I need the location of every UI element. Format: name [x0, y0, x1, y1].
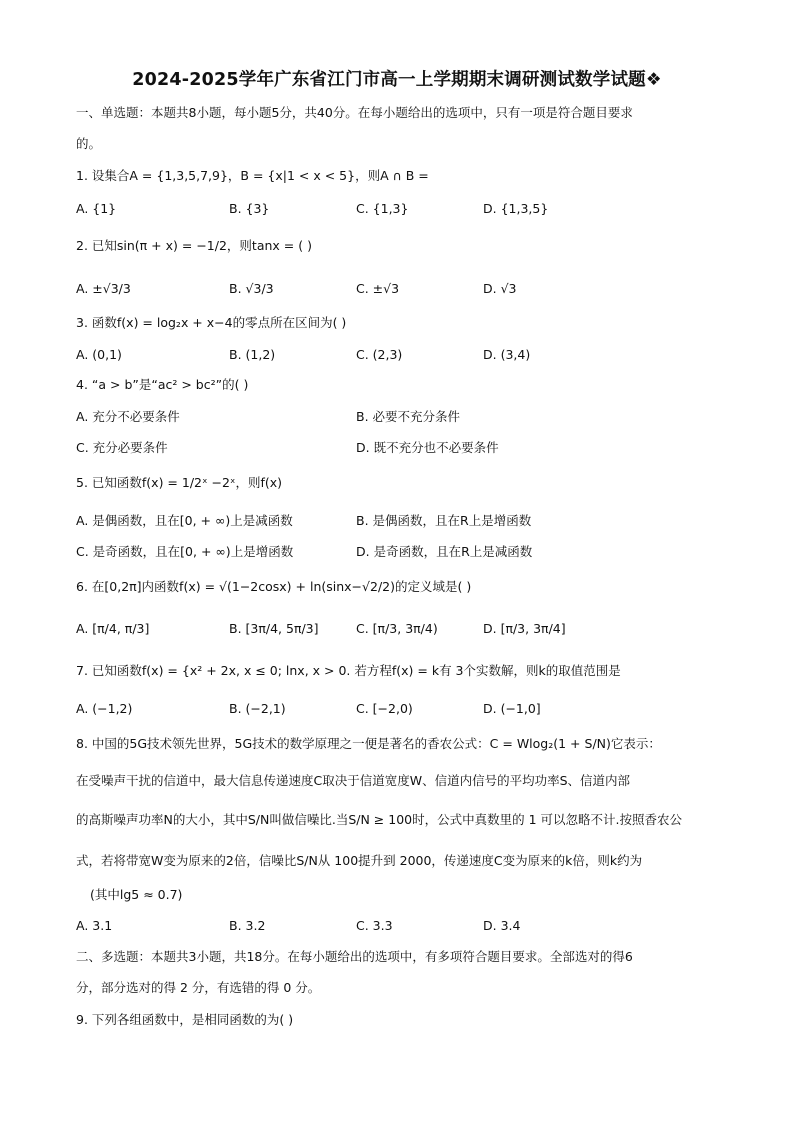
q4-option-b: B. 必要不充分条件 [356, 409, 461, 424]
section2-heading-line1: 二、多选题：本题共3小题，共18分。在每小题给出的选项中，有多项符合题目要求。全部选对的得6 [76, 949, 633, 964]
q3-option-b: B. (1,2) [229, 347, 276, 362]
question-8-stem-line2: 在受噪声干扰的信道中，最大信息传递速度C取决于信道宽度W、信道内信号的平均功率S、信道内部 [76, 773, 631, 788]
section1-heading-line2: 的。 [76, 136, 102, 151]
q2-option-a: A. ±√3/3 [76, 281, 131, 296]
q5-option-a: A. 是偶函数，且在[0, + ∞)上是减函数 [76, 513, 293, 528]
q3-option-c: C. (2,3) [356, 347, 403, 362]
section2-heading-line2: 分，部分选对的得 2 分，有选错的得 0 分。 [76, 980, 321, 995]
question-6-stem: 6. 在[0,2π]内函数f(x) = √(1−2cosx) + ln(sinx−√2/2)的定义域是( ) [76, 579, 472, 594]
q6-option-d: D. [π/3, 3π/4] [483, 621, 566, 636]
q5-option-d: D. 是奇函数，且在R上是减函数 [356, 544, 533, 559]
question-3-stem: 3. 函数f(x) = log₂x + x−4的零点所在区间为( ) [76, 315, 347, 330]
q7-option-c: C. [−2,0) [356, 701, 413, 716]
q8-option-d: D. 3.4 [483, 918, 521, 933]
q4-option-c: C. 充分必要条件 [76, 440, 168, 455]
question-8-stem-line4: 式，若将带宽W变为原来的2倍，信噪比S/N从 100提升到 2000，传递速度C变为原来的k倍，则k约为 [76, 853, 643, 868]
q5-option-c: C. 是奇函数，且在[0, + ∞)上是增函数 [76, 544, 294, 559]
question-4-stem: 4. “a > b”是“ac² > bc²”的( ) [76, 377, 249, 392]
q1-option-b: B. {3} [229, 201, 270, 216]
q7-option-d: D. (−1,0] [483, 701, 541, 716]
question-8-stem-line1: 8. 中国的5G技术领先世界，5G技术的数学原理之一便是著名的香农公式：C = Wlog₂(1 + S/N)它表示： [76, 736, 661, 751]
question-5-stem: 5. 已知函数f(x) = 1/2ˣ −2ˣ，则f(x) [76, 475, 283, 490]
q1-option-c: C. {1,3} [356, 201, 409, 216]
page-title: 2024-2025学年广东省江门市高一上学期期末调研测试数学试题❖ [132, 70, 662, 90]
q7-option-a: A. (−1,2) [76, 701, 133, 716]
q2-option-b: B. √3/3 [229, 281, 274, 296]
q6-option-b: B. [3π/4, 5π/3] [229, 621, 319, 636]
question-2-stem: 2. 已知sin(π + x) = −1/2，则tanx = ( ) [76, 238, 312, 253]
question-9-stem: 9. 下列各组函数中，是相同函数的为( ) [76, 1012, 294, 1027]
q8-option-b: B. 3.2 [229, 918, 266, 933]
question-1-stem: 1. 设集合A = {1,3,5,7,9}，B = {x|1 < x < 5}，则A ∩ B = [76, 168, 429, 183]
q2-option-c: C. ±√3 [356, 281, 400, 296]
q6-option-a: A. [π/4, π/3] [76, 621, 150, 636]
q1-option-a: A. {1} [76, 201, 117, 216]
q1-option-d: D. {1,3,5} [483, 201, 549, 216]
question-8-stem-line5: (其中lg5 ≈ 0.7) [90, 887, 183, 902]
q4-option-a: A. 充分不必要条件 [76, 409, 180, 424]
q3-option-a: A. (0,1) [76, 347, 122, 362]
q3-option-d: D. (3,4) [483, 347, 531, 362]
q8-option-a: A. 3.1 [76, 918, 113, 933]
question-7-stem: 7. 已知函数f(x) = {x² + 2x, x ≤ 0; lnx, x > 0. 若方程f(x) = k有 3个实数解，则k的取值范围是 [76, 663, 621, 678]
q8-option-c: C. 3.3 [356, 918, 393, 933]
question-8-stem-line3: 的高斯噪声功率N的大小，其中S/N叫做信噪比.当S/N ≥ 100时，公式中真数里的 1 可以忽略不计.按照香农公 [76, 812, 682, 827]
section1-heading-line1: 一、单选题：本题共8小题，每小题5分，共40分。在每小题给出的选项中，只有一项是符合题目要求 [76, 105, 633, 120]
q5-option-b: B. 是偶函数，且在R上是增函数 [356, 513, 532, 528]
q4-option-d: D. 既不充分也不必要条件 [356, 440, 499, 455]
q6-option-c: C. [π/3, 3π/4) [356, 621, 438, 636]
q7-option-b: B. (−2,1) [229, 701, 286, 716]
q2-option-d: D. √3 [483, 281, 517, 296]
